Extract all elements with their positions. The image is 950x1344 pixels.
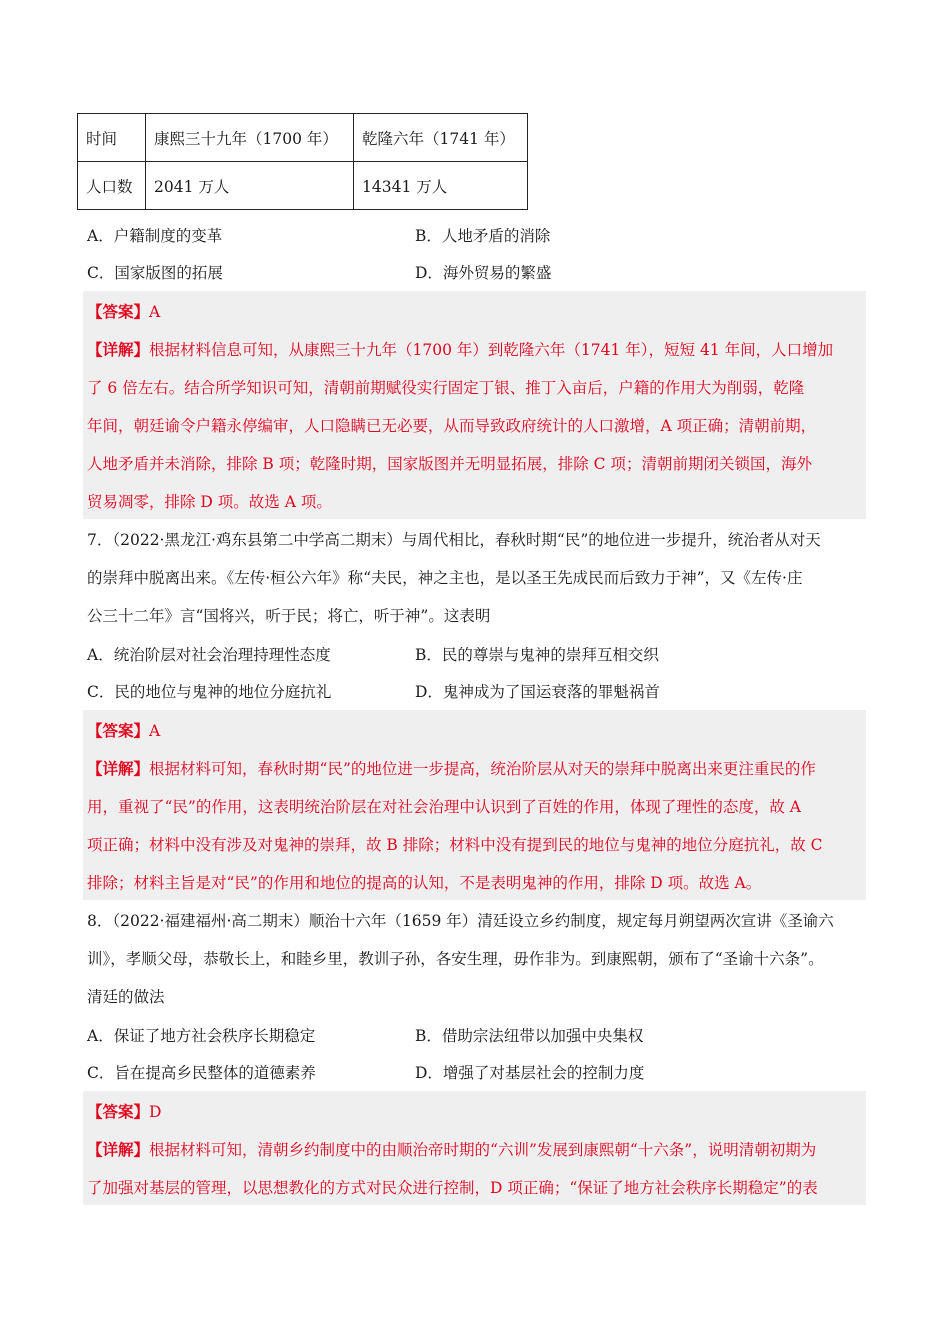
q6-answer <box>87 302 160 322</box>
q6-option-b: B．人地矛盾的消除 <box>415 227 551 245</box>
table-cell: 乾隆六年（1741 年） <box>354 114 528 162</box>
q6-answer-box <box>83 291 866 519</box>
q7-detail-line: 用，重视了“民”的作用，这表明统治阶层在对社会治理中认识到了百姓的作用，体现了理性的态度，故 A <box>87 798 801 816</box>
q8-detail-line <box>87 1140 816 1160</box>
detail-text: 根据材料可知，清朝乡约制度中的由顺治帝时期的“六训”发展到康熙朝“十六条”，说明清朝初期为 <box>149 1141 817 1159</box>
table-row <box>78 162 528 210</box>
table-cell: 时间 <box>78 114 146 162</box>
population-table <box>77 113 528 210</box>
q6-detail-line: 人地矛盾并未消除，排除 B 项；乾隆时期，国家版图并无明显拓展，排除 C 项；清朝前期闭关锁国，海外 <box>87 455 812 473</box>
answer-value: A <box>149 722 161 740</box>
q8-option-a: A．保证了地方社会秩序长期稳定 <box>87 1027 316 1045</box>
q7-answer <box>87 721 160 741</box>
detail-tag: 【详解】 <box>87 340 150 359</box>
q7-stem-line: 公三十二年》言“国将兴，听于民；将亡，听于神”。这表明 <box>87 607 491 625</box>
q7-detail-line: 排除；材料主旨是对“民”的作用和地位的提高的认知，不是表明鬼神的作用，排除 D 项。故选 A。 <box>87 874 762 892</box>
q8-stem-line: 清廷的做法 <box>87 988 165 1006</box>
q8-stem-line: 8．（2022·福建福州·高二期末）顺治十六年（1659 年）清廷设立乡约制度，规定每月朔望两次宣讲《圣谕六 <box>87 912 834 930</box>
q6-detail-line: 了 6 倍左右。结合所学知识可知，清朝前期赋役实行固定丁银、推丁入亩后，户籍的作用大为削弱，乾隆 <box>87 379 805 397</box>
q7-option-d: D．鬼神成为了国运衰落的罪魁祸首 <box>415 683 660 701</box>
q8-detail-line: 了加强对基层的管理，以思想教化的方式对民众进行控制，D 项正确；“保证了地方社会秩序长期稳定”的表 <box>87 1179 818 1197</box>
q7-option-b: B．民的尊崇与鬼神的崇拜互相交织 <box>415 646 659 664</box>
q6-option-d: D．海外贸易的繁盛 <box>415 264 552 282</box>
table-cell: 康熙三十九年（1700 年） <box>146 114 354 162</box>
q6-option-a: A．户籍制度的变革 <box>87 227 223 245</box>
detail-text: 根据材料可知，春秋时期“民”的地位进一步提高，统治阶层从对天的崇拜中脱离出来更注重民的作 <box>149 760 816 778</box>
detail-tag: 【详解】 <box>87 1140 150 1159</box>
detail-text: 根据材料信息可知，从康熙三十九年（1700 年）到乾隆六年（1741 年），短短 41 年间，人口增加 <box>149 341 834 359</box>
q7-detail-line: 项正确；材料中没有涉及对鬼神的崇拜，故 B 排除；材料中没有提到民的地位与鬼神的地位分庭抗礼，故 C <box>87 836 823 854</box>
q7-stem-line: 的崇拜中脱离出来。《左传·桓公六年》称“夫民，神之主也，是以圣王先成民而后致力于神”，又《左传·庄 <box>87 569 803 587</box>
q6-detail-line: 年间，朝廷谕令户籍永停编审，人口隐瞒已无必要，从而导致政府统计的人口激增，A 项正确；清朝前期， <box>87 417 817 435</box>
q6-detail-line: 贸易凋零，排除 D 项。故选 A 项。 <box>87 493 332 511</box>
q7-detail-line <box>87 759 816 779</box>
answer-value: A <box>149 303 161 321</box>
q8-stem-line: 训》，孝顺父母，恭敬长上，和睦乡里，教训子孙，各安生理，毋作非为。到康熙朝，颁布了“圣谕十六条”。 <box>87 950 824 968</box>
detail-tag: 【详解】 <box>87 759 150 778</box>
table-cell: 14341 万人 <box>354 162 528 210</box>
q8-answer-box <box>83 1091 866 1205</box>
q6-option-c: C．国家版图的拓展 <box>87 264 223 282</box>
answer-tag: 【答案】 <box>87 302 150 321</box>
q6-detail-line <box>87 340 833 360</box>
answer-value: D <box>149 1103 162 1121</box>
table-cell: 人口数 <box>78 162 146 210</box>
table-cell: 2041 万人 <box>146 162 354 210</box>
q7-option-c: C．民的地位与鬼神的地位分庭抗礼 <box>87 683 332 701</box>
table-row <box>78 114 528 162</box>
q7-answer-box <box>83 710 866 900</box>
q8-option-d: D．增强了对基层社会的控制力度 <box>415 1064 645 1082</box>
q8-option-c: C．旨在提高乡民整体的道德素养 <box>87 1064 316 1082</box>
q7-option-a: A．统治阶层对社会治理持理性态度 <box>87 646 331 664</box>
q7-stem-line: 7．（2022·黑龙江·鸡东县第二中学高二期末）与周代相比，春秋时期“民”的地位进一步提升，统治者从对天 <box>87 531 821 549</box>
answer-tag: 【答案】 <box>87 1102 150 1121</box>
q8-answer <box>87 1102 161 1122</box>
q8-option-b: B．借助宗法纽带以加强中央集权 <box>415 1027 644 1045</box>
answer-tag: 【答案】 <box>87 721 150 740</box>
